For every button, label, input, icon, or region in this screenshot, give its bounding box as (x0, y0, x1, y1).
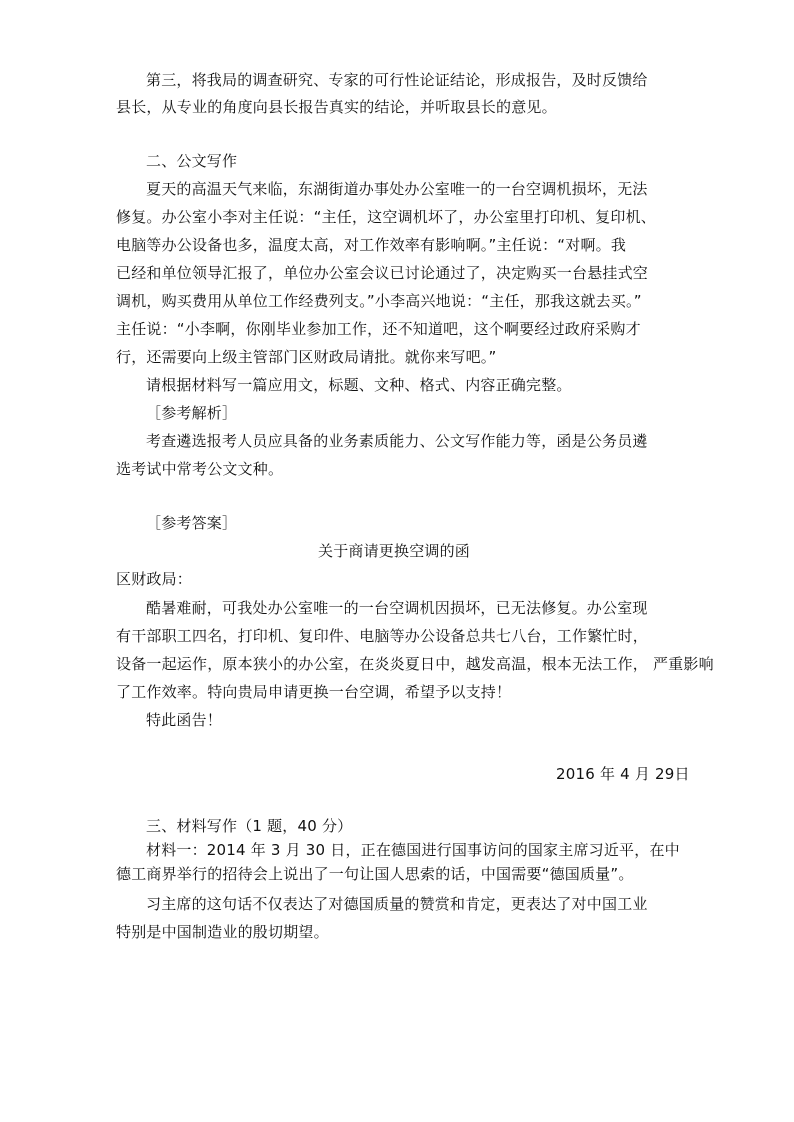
letter-body-line: 设备一起运作，原本狭小的办公室，在炎炎夏日中，越发高温，根本无法工作， 严重影响 (116, 655, 714, 673)
letter-title: 关于商请更换空调的函 (318, 542, 471, 560)
letter-body-line: 了工作效率。特向贵局申请更换一台空调，希望予以支持！ (116, 683, 512, 701)
paragraph-line: 行，还需要向上级主管部门区财政局请批。就你来写吧。” (116, 348, 497, 366)
paragraph-line: 第三，将我局的调查研究、专家的可行性论证结论，形成报告，及时反馈给 (146, 71, 648, 89)
letter-closing: 特此函告！ (146, 711, 223, 729)
paragraph-line: 特别是中国制造业的殷切期望。 (116, 923, 329, 941)
paragraph-line: 材料一：2014 年 3 月 30 日，正在德国进行国事访问的国家主席习近平，在中 (146, 841, 680, 859)
section-heading: 二、公文写作 (146, 152, 238, 170)
paragraph-line: 电脑等办公设备也多，温度太高，对工作效率有影响啊。”主任说：“对啊。我 (116, 236, 627, 254)
paragraph-line: 县长，从专业的角度向县长报告真实的结论，并听取县长的意见。 (116, 98, 557, 116)
paragraph-line: 习主席的这句话不仅表达了对德国质量的赞赏和肯定，更表达了对中国工业 (146, 895, 648, 913)
answer-label: ［参考答案］ (146, 514, 238, 532)
paragraph-line: 选考试中常考公文文种。 (116, 460, 284, 478)
paragraph-line: 考查遴选报考人员应具备的业务素质能力、公文写作能力等，函是公务员遴 (146, 432, 648, 450)
paragraph-line: 调机，购买费用从单位工作经费列支。”小李高兴地说：“主任，那我这就去买。” (116, 292, 642, 310)
paragraph-line: 修复。办公室小李对主任说：“主任，这空调机坏了，办公室里打印机、复印机、 (116, 208, 656, 226)
paragraph-line: 德工商界举行的招待会上说出了一句让国人思索的话，中国需要“德国质量”。 (116, 865, 634, 883)
letter-salutation: 区财政局： (116, 570, 193, 588)
analysis-label: ［参考解析］ (146, 404, 238, 422)
letter-date: 2016 年 4 月 29日 (556, 765, 690, 783)
paragraph-line: 主任说：“小李啊，你刚毕业参加工作，还不知道吧，这个啊要经过政府采购才 (116, 320, 641, 338)
letter-body-line: 酷暑难耐，可我处办公室唯一的一台空调机因损坏，已无法修复。办公室现 (146, 599, 648, 617)
section-heading: 三、材料写作（1 题，40 分） (146, 817, 353, 835)
paragraph-line: 夏天的高温天气来临，东湖街道办事处办公室唯一的一台空调机损坏，无法 (146, 180, 648, 198)
task-instruction: 请根据材料写一篇应用文，标题、文种、格式、内容正确完整。 (146, 376, 572, 394)
letter-body-line: 有干部职工四名，打印机、复印件、电脑等办公设备总共七八台，工作繁忙时， (116, 627, 649, 645)
paragraph-line: 已经和单位领导汇报了，单位办公室会议已讨论通过了，决定购买一台悬挂式空 (116, 264, 649, 282)
